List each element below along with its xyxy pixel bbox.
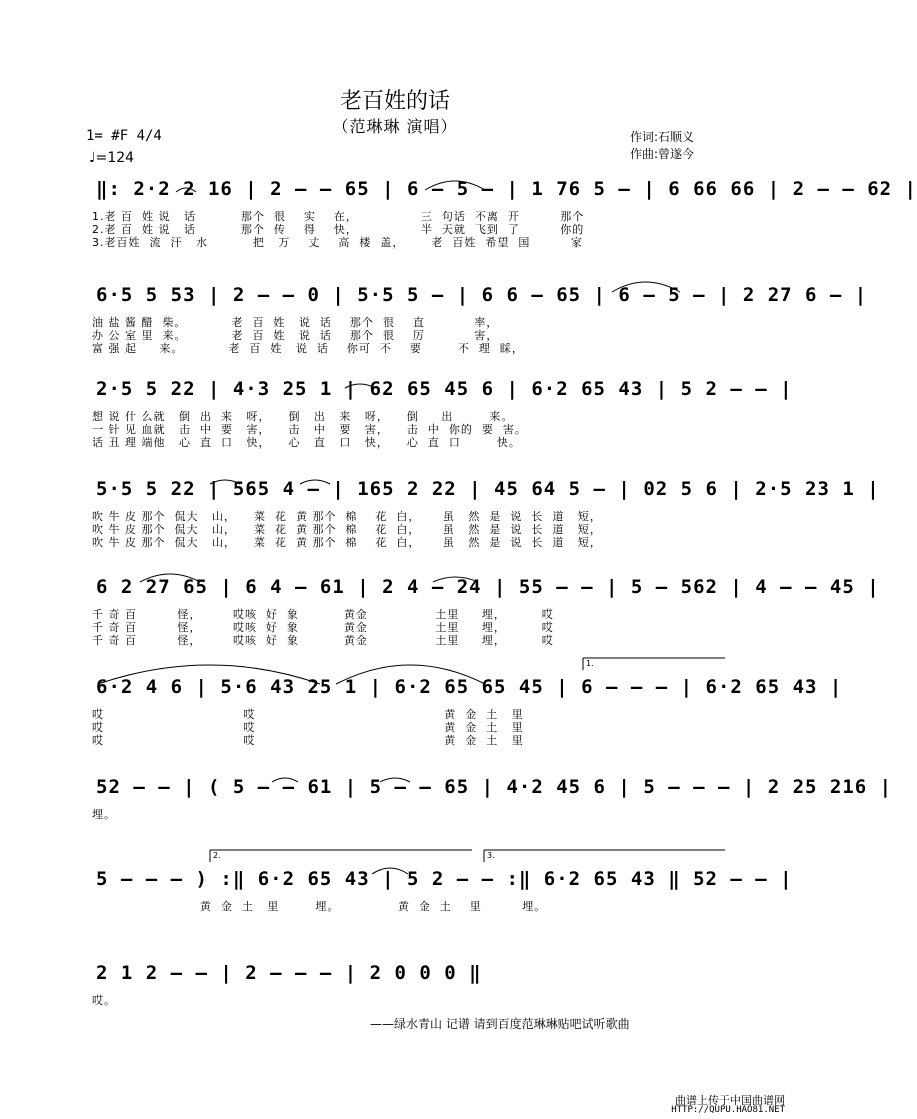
notation-line: 52 — — | ( 5 — — 61 | 5 — — 65 | 4·2 45 6 | 5 — — — | 2 25 216 |	[96, 776, 893, 798]
composer-credit: 作曲:曾遂今	[630, 147, 695, 161]
lyric-verse-1: 千 奇 百 怪， 哎咳 好 象 黄金 土里 埋， 哎	[92, 608, 554, 621]
notation-line: ‖: 2·2 2 16 | 2 — — 65 | 6 — 5 — | 1 76 5 — | 6 66 66 | 2 — — 62 |	[96, 178, 917, 200]
lyric-verse-1: 油 盐 酱 醋 柴。 老 百 姓 说 话 那个 很 直 率，	[92, 316, 499, 329]
lyrics-block	[92, 316, 740, 355]
lyric-verse-1: 埋。	[92, 808, 116, 821]
lyrics-block	[92, 994, 740, 1007]
notation-line: 6·5 5 53 | 2 — — 0 | 5·5 5 — | 6 6 — 65 | 6 — 5 — | 2 27 6 — |	[96, 284, 868, 306]
notation-line: 6 2 27 65 | 6 4 — 61 | 2 4 — 24 | 55 — — | 5 — 562 | 4 — — 45 |	[96, 576, 880, 598]
svg-text:1.: 1.	[586, 659, 594, 668]
notation-line: 5 — — — ) :‖ 6·2 65 43 | 5 2 — — :‖ 6·2 65 43 ‖ 52 — — |	[96, 868, 793, 890]
lyric-verse-3: 吹 牛 皮 那个 侃大 山， 菜 花 黄 那个 棉 花 白， 虽 然 是 说 长 道 短，	[92, 536, 602, 549]
lyric-verse-1: 1.老 百 姓 说 话 那个 很 实 在， 三 句话 不离 开 那个	[92, 210, 585, 223]
lyric-verse-2: 一 针 见 血就 击 中 要 害， 击 中 要 害， 击 中 你的 要 害。	[92, 423, 527, 436]
notation-line: 2 1 2 — — | 2 — — — | 2 0 0 0 ‖	[96, 962, 482, 984]
song-title: 老百姓的话	[339, 89, 450, 114]
lyric-verse-1: 想 说 什 么就 倒 出 来 呀， 倒 出 来 呀， 倒 出 来。	[92, 410, 514, 423]
lyrics-block	[92, 808, 740, 821]
lyrics-block	[92, 210, 740, 249]
key-signature: 1= #F 4/4	[86, 128, 162, 144]
notation-line: 2·5 5 22 | 4·3 25 1 | 62 65 45 6 | 6·2 65 43 | 5 2 — — |	[96, 378, 793, 400]
lyrics-block	[92, 410, 740, 449]
svg-text:2.: 2.	[213, 851, 221, 860]
svg-text:3.: 3.	[487, 851, 495, 860]
site-watermark: 曲谱上传于中国曲谱网	[675, 1094, 785, 1107]
lyric-verse-3: 千 奇 百 怪， 哎咳 好 象 黄金 土里 埋， 哎	[92, 634, 554, 647]
lyrics-block	[92, 900, 740, 913]
lyrics-block	[92, 510, 740, 549]
lyric-verse-1: 黄 金 土 里 埋。 黄 金 土 里 埋。	[92, 900, 547, 913]
notation-line: 6·2 4 6 | 5·6 43 25 1 | 6·2 65 65 45 | 6 — — — | 6·2 65 43 |	[96, 676, 843, 698]
lyric-verse-1: 哎。	[92, 994, 116, 1007]
transcriber-note: ——绿水青山 记谱 请到百度范琳琳贴吧试听歌曲	[370, 1017, 630, 1031]
lyric-verse-3: 哎 哎 黄 金 土 里	[92, 734, 524, 747]
lyricist-credit: 作词:石顺义	[630, 130, 695, 144]
tempo-marking: ♩=124	[89, 150, 135, 166]
lyrics-block	[92, 608, 740, 647]
notation-line: 5·5 5 22 | 565 4 — | 165 2 22 | 45 64 5 — | 02 5 6 | 2·5 23 1 |	[96, 478, 880, 500]
lyric-verse-2: 吹 牛 皮 那个 侃大 山， 菜 花 黄 那个 棉 花 白， 虽 然 是 说 长 道 短，	[92, 523, 602, 536]
lyric-verse-2: 办 公 室 里 来。 老 百 姓 说 话 那个 很 厉 害，	[92, 329, 499, 342]
lyric-verse-2: 千 奇 百 怪， 哎咳 好 象 黄金 土里 埋， 哎	[92, 621, 554, 634]
performer-subtitle: （范琳琳 演唱）	[332, 117, 458, 136]
lyric-verse-3: 富 强 起 来。 老 百 姓 说 话 你可 不 要 不 理 睬，	[92, 342, 524, 355]
site-url-watermark: HTTP://QUPU.HAO81.NET	[671, 1105, 785, 1115]
lyric-verse-3: 3.老百姓 流 汗 水 把 万 丈 高 楼 盖， 老 百姓 希望 国 家	[92, 236, 583, 249]
lyric-verse-3: 话 丑 理 端他 心 直 口 快， 心 直 口 快， 心 直 口 快。	[92, 436, 521, 449]
lyric-verse-2: 哎 哎 黄 金 土 里	[92, 721, 524, 734]
lyric-verse-1: 吹 牛 皮 那个 侃大 山， 菜 花 黄 那个 棉 花 白， 虽 然 是 说 长 道 短，	[92, 510, 602, 523]
lyric-verse-1: 哎 哎 黄 金 土 里	[92, 708, 524, 721]
lyric-verse-2: 2.老 百 姓 说 话 那个 传 得 快， 半 天就 飞到 了 你的	[92, 223, 585, 236]
lyrics-block	[92, 708, 740, 747]
